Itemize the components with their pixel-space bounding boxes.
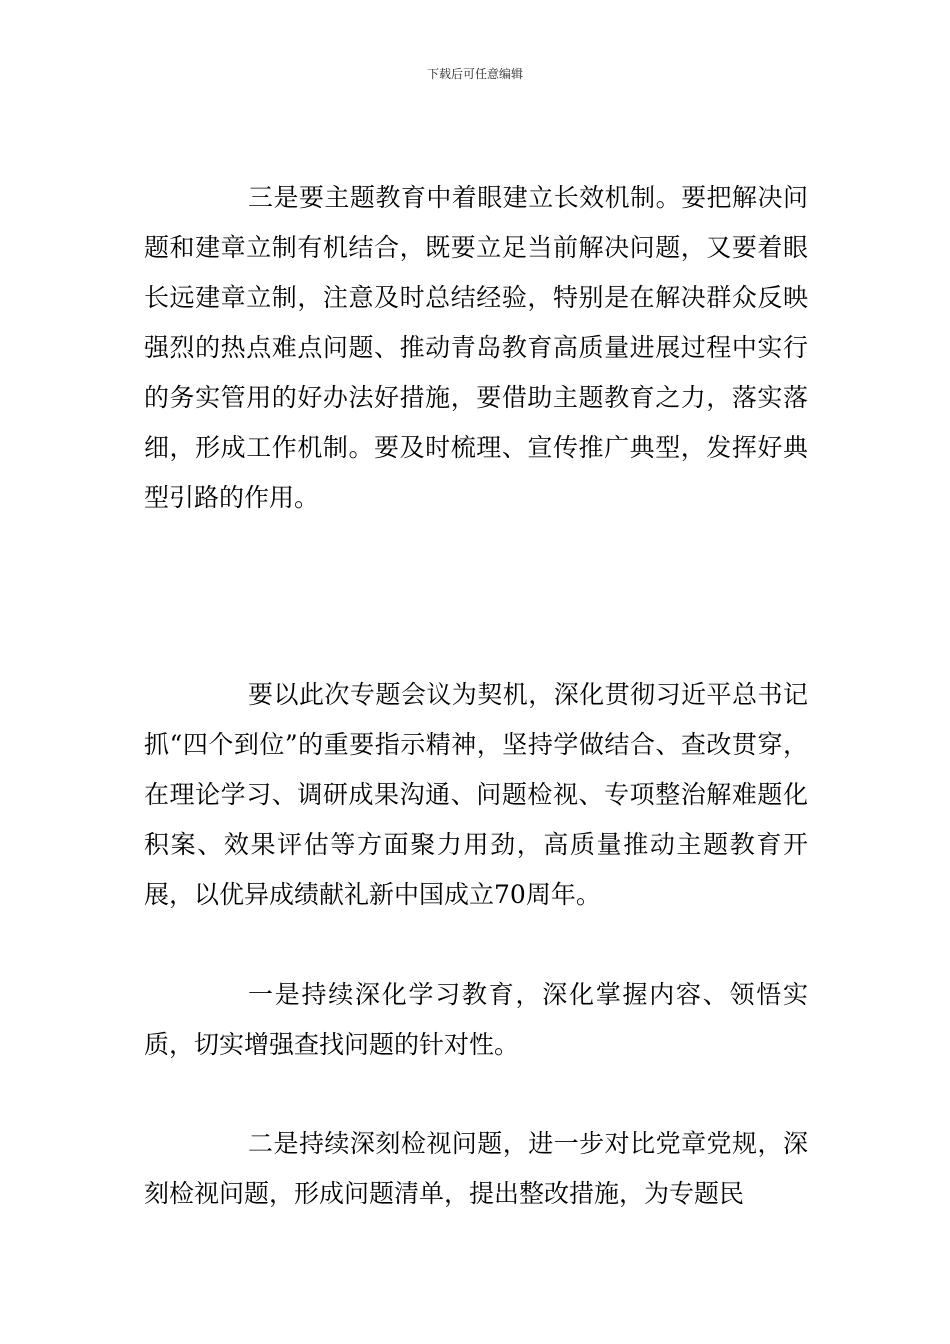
page-header-note: 下载后可任意编辑 bbox=[426, 67, 523, 81]
paragraph-long-term-mechanism: 三是要主题教育中着眼建立长效机制。要把解决问题和建章立制有机结合，既要立足当前解决问题，又要着眼长远建章立制，注意及时总结经验，特别是在解决群众反映强烈的热点难点问题、推动青岛教育高质量进展过程中实行的务实管用的好办法好措施，要借助主题教育之力，落实落细，形成工作机制。要及时梳理、宣传推广典型，发挥好典型引路的作用。 bbox=[144, 183, 808, 512]
paragraph-study-education: 一是持续深化学习教育，深化掌握内容、领悟实质，切实增强查找问题的针对性。 bbox=[144, 980, 808, 1059]
paragraph-review-problems: 二是持续深刻检视问题，进一步对比党章党规，深刻检视问题，形成问题清单，提出整改措施，为专题民 bbox=[144, 1129, 808, 1208]
paragraph-special-meeting: 要以此次专题会议为契机，深化贯彻习近平总书记抓“四个到位”的重要指示精神，坚持学做结合、查改贯穿，在理论学习、调研成果沟通、问题检视、专项整治解难题化积案、效果评估等方面聚力用劲，高质量推动主题教育开展，以优异成绩献礼新中国成立70周年。 bbox=[144, 680, 808, 909]
